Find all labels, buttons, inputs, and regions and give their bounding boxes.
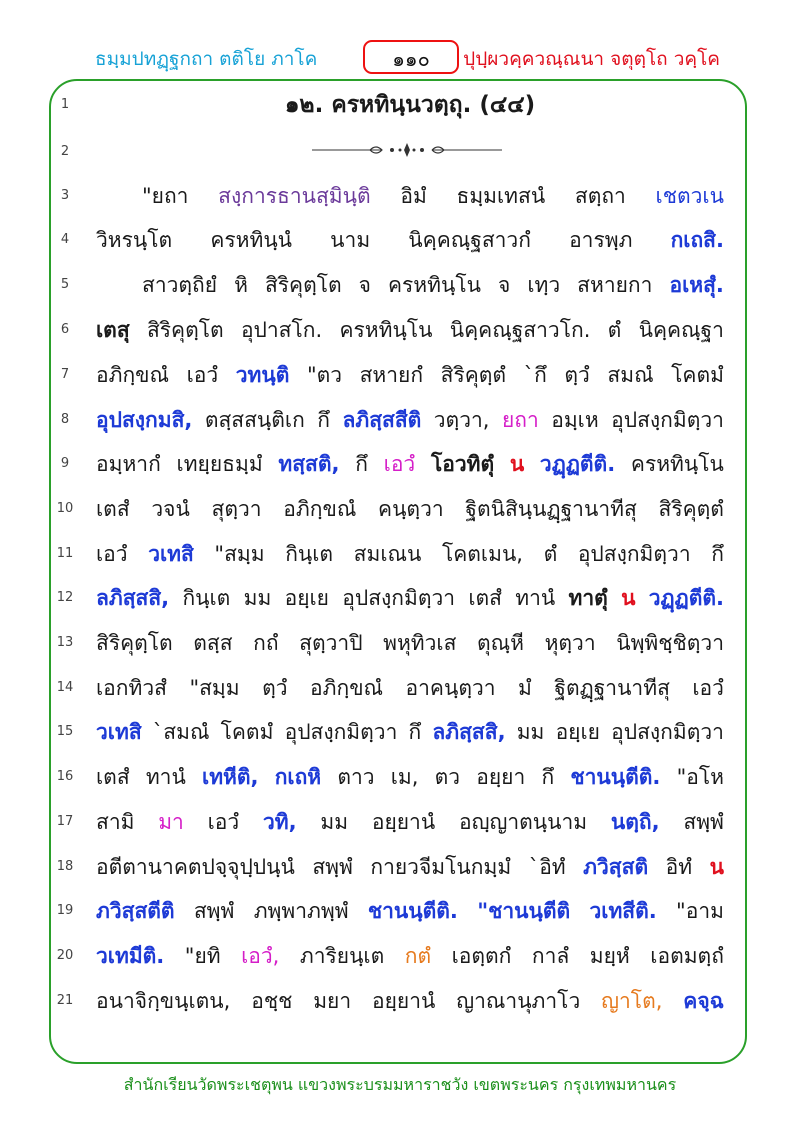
line-text (96, 845, 724, 889)
word: กึ (711, 542, 724, 566)
word: เตสํ (96, 765, 130, 789)
word: เตสุ (96, 318, 130, 342)
word: นิคฺคณฺฐา (638, 318, 724, 342)
word: มม (243, 586, 272, 610)
word: ญาโต, (601, 989, 663, 1013)
word: ตฺวํ (564, 363, 590, 387)
line-number: 15 (56, 724, 74, 739)
word: "ชานนฺตีติ (477, 899, 571, 923)
line-number: 16 (56, 769, 74, 784)
word: ตุณฺหี (477, 631, 524, 655)
word: มม (320, 810, 349, 834)
word: หิ (234, 273, 248, 297)
word: ตาว (337, 765, 375, 789)
text-line (0, 979, 800, 1023)
word: ตสฺสสนฺติเก (204, 408, 305, 432)
word: สุตฺวา (211, 497, 262, 521)
word: ทานํ (145, 765, 186, 789)
word: อมฺหากํ (96, 452, 161, 476)
word: ตํ (543, 542, 558, 566)
word: นิคฺคณฺฐสาวกํ (408, 228, 531, 252)
word: ญาณานุภาโว (456, 989, 581, 1013)
word: เชตวเน (655, 184, 724, 208)
word: อยฺยานํ (371, 810, 436, 834)
word: สหายกํ (359, 363, 424, 387)
word: อชฺช (251, 989, 293, 1013)
word: วฏฺฏตีติ. (539, 452, 616, 476)
word: เอวํ (186, 363, 219, 387)
word: ทสฺสติ, (278, 452, 340, 476)
word: อุปสงฺกมิตฺวา (611, 720, 724, 744)
word: เอวํ (207, 810, 240, 834)
line-number: 5 (60, 277, 70, 292)
text-line (0, 83, 800, 127)
word: เตสํ (468, 586, 502, 610)
line-text (96, 934, 724, 978)
word: วเทสีติ. (589, 899, 657, 923)
word: วิหรนฺโต (96, 228, 173, 252)
line-number: 12 (56, 590, 74, 605)
word: อยฺเย (555, 720, 600, 744)
line-text (96, 889, 724, 933)
line-text (96, 576, 724, 620)
word: โคตเมน, (441, 542, 523, 566)
word: นาม (330, 228, 371, 252)
line-text (96, 308, 724, 352)
word: อภิกฺขณํ (96, 363, 170, 387)
word: วเทสิ (96, 720, 142, 744)
word: ตฺวํ (262, 676, 288, 700)
word: วฏฺฏตีติ. (648, 586, 724, 610)
word: "ตว (306, 363, 343, 387)
word: ครหทินฺนํ (210, 228, 293, 252)
word: ทาตุํ (568, 586, 608, 610)
word: สิริคุตฺโต (146, 318, 224, 342)
word: มม (516, 720, 545, 744)
word: มยฺหํ (589, 944, 630, 968)
word: สพฺพํ (193, 899, 235, 923)
line-number: 6 (60, 322, 70, 337)
word: สุตฺวาปิ (299, 631, 363, 655)
word: กึ (355, 452, 368, 476)
word: มํ (518, 676, 532, 700)
word: สิริคุตฺตํ (440, 363, 507, 387)
footer: สำนักเรียนวัดพระเชตุพน แขวงพระบรมมหาราชวัง เขตพระนคร กรุงเทพมหานคร (123, 1075, 677, 1094)
text-line (0, 353, 800, 397)
header-right: ปุปฺผวคฺควณฺณนา จตุตฺโถ วคฺโค (463, 48, 720, 70)
word: ตสฺส (193, 631, 233, 655)
word: เอตฺตกํ (451, 944, 512, 968)
line-text (96, 174, 724, 218)
word: สงฺการธานสฺมินฺติ (218, 184, 371, 208)
line-number: 13 (56, 635, 74, 650)
text-line (0, 755, 800, 799)
word: อยฺยา (476, 765, 526, 789)
word: อุปสงฺกมิตฺวา (577, 542, 691, 566)
word: อเหสุํ. (669, 273, 724, 297)
word: สามิ (96, 810, 135, 834)
word: กึ (317, 408, 331, 432)
word: ยถา (501, 408, 539, 432)
line-text (96, 442, 724, 486)
word: อิทํ (665, 855, 693, 879)
word: คนฺตฺวา (378, 497, 444, 521)
word: นิคฺคณฺฐสาวโก. (449, 318, 591, 342)
line-text (96, 621, 724, 665)
word: อารพฺภ (569, 228, 633, 252)
word: อยฺเย (284, 586, 329, 610)
word: กินฺเต (285, 542, 334, 566)
line-number: 10 (56, 501, 74, 516)
line-number: 3 (60, 188, 70, 203)
word: อุปสงฺกมิตฺวา (611, 408, 724, 432)
word: อิมํ (400, 184, 427, 208)
word: "ยถา (142, 184, 189, 208)
line-number: 17 (56, 814, 74, 829)
word: สิริคุตฺตํ (658, 497, 724, 521)
word: เทหีติ, (202, 765, 259, 789)
word: ภพฺพาภพฺพํ (253, 899, 349, 923)
line-number: 11 (56, 546, 74, 561)
word: สตฺถา (574, 184, 626, 208)
line-text (96, 800, 724, 844)
word: ครหทินฺโน (339, 318, 433, 342)
word: "สมฺม (214, 542, 265, 566)
word: กึ (541, 765, 555, 789)
text-line (0, 308, 800, 352)
word: สพฺพํ (312, 855, 353, 879)
word: ตํ (607, 318, 622, 342)
word: `กึ (523, 363, 547, 387)
word: อตีตานาคตปจฺจุปฺปนฺนํ (96, 855, 295, 879)
word: โอวทิตุํ (430, 452, 495, 476)
word: "อาม (676, 899, 724, 923)
word: น (709, 855, 724, 879)
word: เอวํ (692, 676, 724, 700)
line-text (96, 979, 724, 1023)
word: เทยฺยธมฺมํ (176, 452, 263, 476)
line-text (96, 263, 724, 307)
word: ภวิสฺสตีติ (96, 899, 175, 923)
word: ทานํ (515, 586, 556, 610)
word: โคตมํ (220, 720, 274, 744)
line-text (96, 666, 724, 710)
word: โคตมํ (671, 363, 724, 387)
word: ภวิสฺสติ (583, 855, 649, 879)
word: อภิกฺขณํ (283, 497, 357, 521)
word: สหายกา (577, 273, 653, 297)
text-line (0, 263, 800, 307)
header-left: ธมฺมปทฏฺฐกถา ตติโย ภาโค (95, 48, 318, 70)
word: หุตฺวา (544, 631, 596, 655)
text-line (0, 218, 800, 262)
text-line (0, 845, 800, 889)
word: ฐิตฏฺฐานาทีสุ (554, 676, 670, 700)
word: จ (358, 273, 371, 297)
word: วทิ, (262, 810, 297, 834)
line-text (96, 398, 724, 442)
text-line (0, 800, 800, 844)
word: กเถหิ (274, 765, 322, 789)
text-line (0, 889, 800, 933)
line-number: 18 (56, 859, 74, 874)
word: อนาจิกฺขนฺเตน, (96, 989, 231, 1013)
word: "ยทิ (184, 944, 221, 968)
word: เอกทิวสํ (96, 676, 167, 700)
word: ลภิสฺสสีติ (342, 408, 422, 432)
word: เอตมตฺถํ (650, 944, 724, 968)
word: กาลํ (531, 944, 570, 968)
line-text (96, 755, 724, 799)
word: ชานนฺตีติ. (367, 899, 458, 923)
word: อุปสงฺกมสิ, (96, 408, 193, 432)
word: ภาริยนฺเต (299, 944, 385, 968)
word: พหุทิวเส (383, 631, 457, 655)
word: วเทมีติ. (96, 944, 165, 968)
line-number: 20 (56, 948, 74, 963)
text-line (0, 666, 800, 710)
line-text (96, 218, 724, 262)
word: อุปสงฺกมิตฺวา (284, 720, 398, 744)
text-line (0, 621, 800, 665)
line-text (96, 710, 724, 754)
word: กถํ (253, 631, 279, 655)
line-number: 19 (56, 903, 74, 918)
word: นิพฺพิชฺชิตฺวา (616, 631, 724, 655)
word: เอวํ, (241, 944, 280, 968)
word: วตฺวา, (433, 408, 490, 432)
word: วทนฺติ (235, 363, 290, 387)
word: สมณํ (607, 363, 654, 387)
word: "อโห (676, 765, 724, 789)
line-text (96, 353, 724, 397)
word: น (621, 586, 636, 610)
word: กตํ (404, 944, 432, 968)
line-number: 7 (60, 367, 70, 382)
text-line (0, 710, 800, 754)
word: อุปสงฺกมิตฺวา (342, 586, 456, 610)
word: `สมณํ (152, 720, 210, 744)
text-line (0, 576, 800, 620)
word: นตฺถิ, (610, 810, 660, 834)
word: กายวจีมโนกมฺมํ (370, 855, 512, 879)
word: เตสํ (96, 497, 130, 521)
word: วจนํ (151, 497, 190, 521)
word: สพฺพํ (683, 810, 724, 834)
word: กินฺเต (182, 586, 231, 610)
word: อยฺยานํ (372, 989, 436, 1013)
word: ธมฺมเทสนํ (456, 184, 546, 208)
line-number: 1 (60, 97, 70, 112)
word: ลภิสฺสสิ, (96, 586, 170, 610)
text-line (0, 398, 800, 442)
word: เม, (390, 765, 419, 789)
word: อาคนฺตฺวา (405, 676, 496, 700)
line-number: 14 (56, 680, 74, 695)
word: ครหทินฺโน (630, 452, 724, 476)
word: `อิทํ (528, 855, 566, 879)
word: คจฺฉ (683, 989, 724, 1013)
word: ลภิสฺสสิ, (432, 720, 506, 744)
word: สิริคุตฺโต (96, 631, 173, 655)
line-number: 4 (60, 232, 70, 247)
text-line (0, 130, 800, 174)
text-line (0, 487, 800, 531)
line-text (96, 532, 724, 576)
word: วเทสิ (148, 542, 194, 566)
word: เทฺว (527, 273, 561, 297)
word: ตว (434, 765, 461, 789)
word: จ (498, 273, 511, 297)
line-number: 9 (60, 456, 70, 471)
line-text (96, 487, 724, 531)
word: ชานนฺตีติ. (570, 765, 661, 789)
word: มา (158, 810, 184, 834)
word: อมฺเห (551, 408, 599, 432)
word: อุปาสโก. (240, 318, 323, 342)
word: มยา (313, 989, 352, 1013)
line-number: 2 (60, 144, 70, 159)
word: สาวตฺถิยํ (142, 273, 218, 297)
word: อภิกฺขณํ (310, 676, 384, 700)
word: เอวํ (383, 452, 416, 476)
word: กเถสิ. (670, 228, 724, 252)
text-line (0, 174, 800, 218)
word: น (509, 452, 525, 476)
text-line (0, 532, 800, 576)
word: สิริคุตฺโต (264, 273, 342, 297)
text-line (0, 934, 800, 978)
section-title: ๑๒. ครหทินฺนวตฺถุ. (๔๔) (284, 92, 536, 118)
word: "สมฺม (189, 676, 240, 700)
word: สมเณน (353, 542, 422, 566)
word: อญฺญาตนฺนาม (458, 810, 588, 834)
text-line (0, 442, 800, 486)
word: ครหทินฺโน (387, 273, 481, 297)
word: ฐิตนิสินฺนฏฺฐานาทีสุ (465, 497, 637, 521)
page-number: ๑๑๐ (363, 40, 459, 74)
line-number: 21 (56, 993, 74, 1008)
word: กึ (408, 720, 422, 744)
line-number: 8 (60, 412, 70, 427)
word: เอวํ (96, 542, 128, 566)
